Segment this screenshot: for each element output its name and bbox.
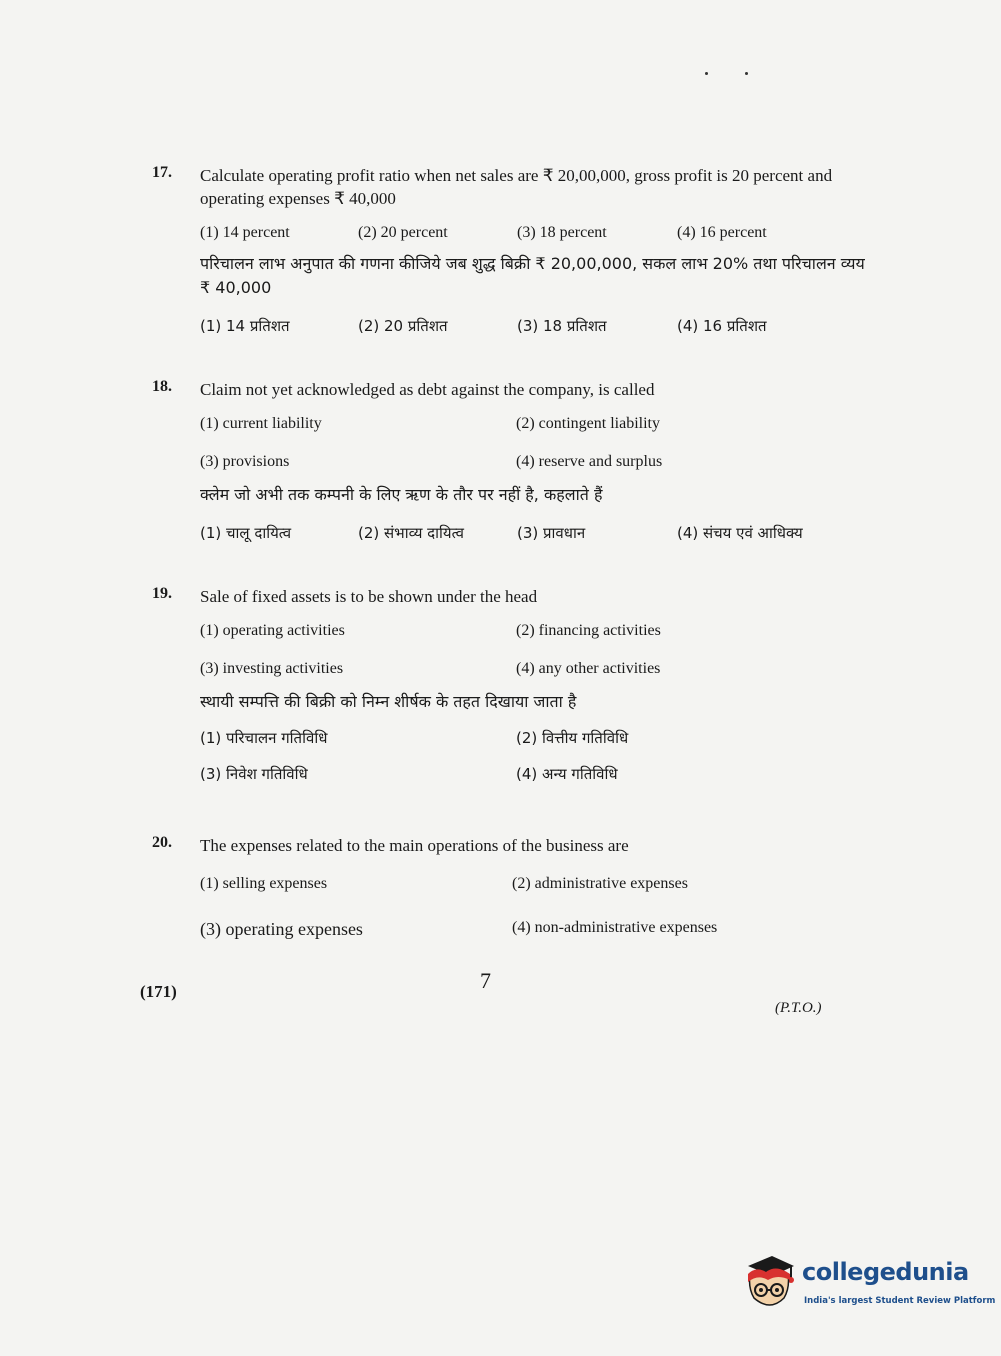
- option-2: (2) वित्तीय गतिविधि: [516, 729, 629, 747]
- option-2: (2) contingent liability: [516, 415, 660, 432]
- question-text-en: Sale of fixed assets is to be shown under the head: [200, 587, 538, 606]
- options-en-row-2: [200, 660, 872, 686]
- question-17: [152, 164, 872, 342]
- option-4: (4) संचय एवं आधिक्य: [677, 524, 803, 542]
- options-hi: [200, 316, 872, 342]
- question-18: [152, 378, 872, 549]
- question-text-en: Claim not yet acknowledged as debt against the company, is called: [200, 380, 655, 399]
- option-3: (3) investing activities: [200, 660, 344, 677]
- collegedunia-logo: [742, 1252, 996, 1322]
- option-1: (1) operating activities: [200, 622, 345, 639]
- option-3: (3) provisions: [200, 453, 290, 470]
- options-en-row-2: [200, 919, 872, 945]
- options-hi: [200, 523, 872, 549]
- option-2: (2) financing activities: [516, 622, 661, 639]
- option-3: (3) प्रावधान: [517, 524, 586, 542]
- options-en-row-1: [200, 875, 872, 901]
- question-number: 19.: [152, 585, 172, 602]
- options-hi-row-1: [200, 728, 872, 754]
- option-4: (4) अन्य गतिविधि: [516, 765, 618, 783]
- options-en: [200, 224, 872, 250]
- option-2: (2) 20 percent: [358, 224, 448, 241]
- question-text-hi: परिचालन लाभ अनुपात की गणना कीजिये जब शुद्ध बिक्री ₹ 20,00,000, सकल लाभ 20% तथा परिचालन व्यय ₹ 40,000: [200, 254, 865, 297]
- page-number: 7: [480, 968, 491, 993]
- question-text-hi: क्लेम जो अभी तक कम्पनी के लिए ऋण के तौर पर नहीं है, कहलाते हैं: [200, 485, 603, 504]
- option-3: (3) operating expenses: [200, 919, 363, 939]
- option-1: (1) चालू दायित्व: [200, 524, 292, 542]
- brand-name: collegedunia: [802, 1258, 969, 1286]
- question-number: 18.: [152, 378, 172, 395]
- option-1: (1) current liability: [200, 415, 322, 432]
- option-2: (2) संभाव्य दायित्व: [358, 524, 464, 542]
- option-3: (3) 18 प्रतिशत: [517, 317, 607, 335]
- brand-tagline: India's largest Student Review Platform: [804, 1296, 996, 1306]
- option-2: (2) administrative expenses: [512, 875, 688, 892]
- scan-speck: [705, 72, 708, 75]
- question-number: 20.: [152, 834, 172, 851]
- options-en-row-1: [200, 415, 872, 441]
- mascot-icon: [742, 1252, 798, 1316]
- option-1: (1) 14 प्रतिशत: [200, 317, 290, 335]
- question-text-en: Calculate operating profit ratio when net sales are ₹ 20,00,000, gross profit is 20 percent and operating expenses ₹ 40,000: [200, 166, 833, 208]
- option-4: (4) reserve and surplus: [516, 453, 663, 470]
- option-3: (3) 18 percent: [517, 224, 607, 241]
- options-hi-row-2: [200, 764, 872, 790]
- options-en-row-2: [200, 453, 872, 479]
- question-19: [152, 585, 872, 790]
- option-2: (2) 20 प्रतिशत: [358, 317, 448, 335]
- option-4: (4) non-administrative expenses: [512, 919, 718, 936]
- scan-speck: [745, 72, 748, 75]
- option-1: (1) selling expenses: [200, 875, 328, 892]
- question-text-hi: स्थायी सम्पत्ति की बिक्री को निम्न शीर्षक के तहत दिखाया जाता है: [200, 692, 577, 711]
- question-text-en: The expenses related to the main operations of the business are: [200, 836, 629, 855]
- option-1: (1) 14 percent: [200, 224, 290, 241]
- options-en-row-1: [200, 622, 872, 648]
- option-1: (1) परिचालन गतिविधि: [200, 729, 328, 747]
- option-4: (4) 16 प्रतिशत: [677, 317, 767, 335]
- option-3: (3) निवेश गतिविधि: [200, 765, 308, 783]
- option-4: (4) 16 percent: [677, 224, 767, 241]
- question-number: 17.: [152, 164, 172, 181]
- paper-code: (171): [140, 982, 177, 1001]
- please-turn-over: (P.T.O.): [775, 1000, 822, 1016]
- option-4: (4) any other activities: [516, 660, 661, 677]
- question-20: [152, 834, 872, 945]
